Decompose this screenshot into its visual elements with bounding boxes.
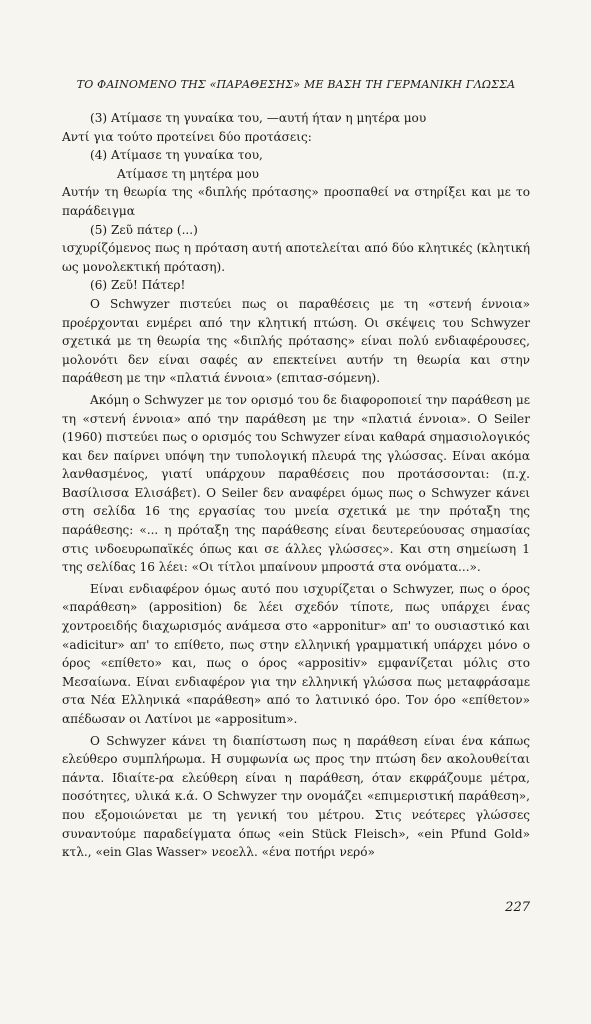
running-head: ΤΟ ΦΑΙΝΟΜΕΝΟ ΤΗΣ «ΠΑΡΑΘΕΣΗΣ» ΜΕ ΒΑΣΗ ΤΗ ΓΕΡΜΑΝΙΚΗ ΓΛΩΣΣΑ [76, 78, 516, 91]
example-4-line-1: (4) Ατίμασε τη γυναίκα του, [90, 148, 263, 163]
example-5: (5) Ζεῦ πάτερ (...) [90, 222, 198, 237]
paragraph: Ο Schwyzer κάνει τη διαπίστωση πως η παράθεση είναι ένα κάπως ελεύθερο συμπλήρωμα. Η συμφωνία ως προς την πτώση δεν ακολουθείται πάντα. Ιδιαίτε-ρα ελεύθερη είναι η παράθεση, όταν εκφράζουμε μέτρα, ποσότητες, υλικά κ.ά. Ο Schwyzer την ονομάζει «επιμεριστική παράθεση», που εξομοιώνεται με τη γενική του μέτρου. Στις νεότερες γλώσσες συναντούμε παραδείγματα όπως «ein Stück Fleisch», «ein Pfund Gold» κτλ., «ein Glas Wasser» νεοελλ. «ένα ποτήρι νερό» [62, 733, 530, 860]
paragraph: Αυτήν τη θεωρία της «διπλής πρότασης» προσπαθεί να στηρίξει και με το παράδειγμα [62, 185, 530, 218]
paragraph: Είναι ενδιαφέρον όμως αυτό που ισχυρίζεται ο Schwyzer, πως ο όρος «παράθεση» (apposition) δε λέει σχεδόν τίποτε, πως υπάρχει ένας χοντροειδής διαχωρισμός ανάμεσα στο «apponitur» απ' το ουσιαστικό και «adicitur» απ' το επίθετο, πως στην ελληνική γραμματική υπάρχει μόνο ο όρος «επίθετο» και, πως ο όρος «appositiv» εμφανίζεται μόλις στο Μεσαίωνα. Είναι ενδιαφέρον για την ελληνική γλώσσα πως μεταφράσαμε στα Νέα Ελληνικά «παράθεση» από το λατινικό όρο. Τον όρο «επίθετον» απέδωσαν οι Λατίνοι με «appositum». [62, 581, 530, 726]
example-4-line-2: Ατίμασε τη μητέρα μου [117, 166, 260, 181]
example-6: (6) Ζεῦ! Πάτερ! [90, 278, 186, 293]
paragraph: Αντί για τούτο προτείνει δύο προτάσεις: [62, 129, 312, 144]
paragraph: ισχυρίζόμενος πως η πρόταση αυτή αποτελείται από δύο κλητικές (κλητική ως μονολεκτική πρόταση). [62, 241, 530, 274]
body-text [62, 109, 530, 862]
page-number: 227 [505, 900, 530, 915]
paragraph: Ακόμη ο Schwyzer με τον ορισμό του δε διαφοροποιεί την παράθεση με τη «στενή έννοια» από την παράθεση με την «πλατιά έννοια». Ο Seiler (1960) πιστεύει πως ο ορισμός του Schwyzer είναι καθαρά σημασιολογικός και δεν παίρνει υπόψη την τυπολογική πλευρά της γλώσσας. Είναι ακόμα λανθασμένος, γιατί υπάρχουν παραθέσεις που προτάσσονται: (π.χ. Βασίλισσα Ελισάβετ). Ο Seiler δεν αναφέρει όμως πως ο Schwyzer κάνει στη σελίδα 16 της εργασίας του μνεία σχετικά με την πρόταξη της παράθεσης: «... η πρόταξη της παράθεσης είναι δευτερεύουσας σημασίας στις ινδοευρωπαϊκές όπως και σε άλλες γλώσσες». Και στη σημείωση 1 της σελίδας 16 λέει: «Οι τίτλοι μπαίνουν μπροστά στα ονόματα...». [62, 392, 530, 575]
page-content [62, 78, 530, 862]
paragraph: Ο Schwyzer πιστεύει πως οι παραθέσεις με τη «στενή έννοια» προέρχονται ενμέρει από την κλητική πτώση. Οι σκέψεις του Schwyzer σχετικά με τη θεωρία της «διπλής πρότασης» είναι πολύ ενδιαφέρουσες, μολονότι δεν είναι σαφές αν επεκτείνει αυτήν τη θεωρία και στην παράθεση με την «πλατιά έννοια» (επιτασ-σόμενη). [62, 296, 530, 386]
example-3: (3) Ατίμασε τη γυναίκα του, —αυτή ήταν η μητέρα μου [90, 111, 427, 125]
